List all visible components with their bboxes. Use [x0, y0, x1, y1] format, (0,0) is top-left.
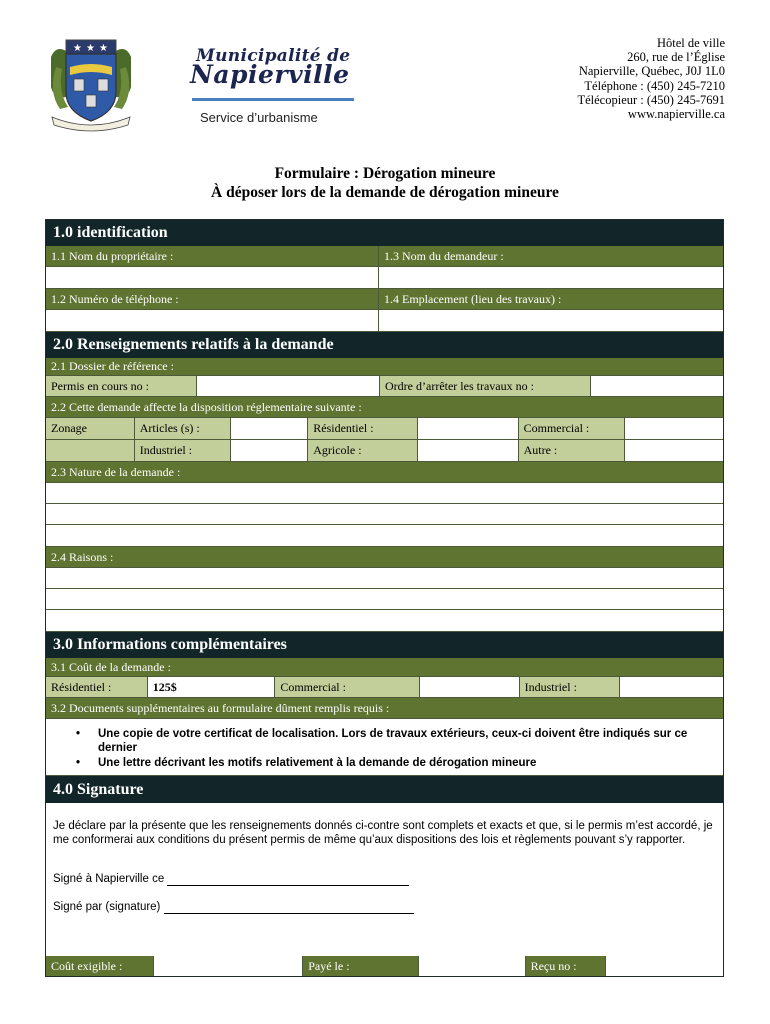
address-line: Napierville, Québec, J0J 1L0: [578, 64, 725, 79]
industrial-zone-field[interactable]: [231, 440, 308, 462]
required-document-text: Une copie de votre certificat de localisation. Lors de travaux extérieurs, ceux-ci doivent être indiqués sur ce dernier: [98, 728, 688, 754]
declaration-text: Je déclare par la présente que les renseignements donnés ci-contre sont complets et exacts et que, si le permis m’est accordé, je me conformerai aux conditions du présent permis de même qu’aux dispositions des lois et règlements pouvant s’y rapporter.: [53, 820, 713, 846]
location-field[interactable]: [379, 310, 723, 332]
address-line: Hôtel de ville: [656, 36, 725, 50]
svg-text:★: ★: [99, 43, 108, 54]
request-nature-line[interactable]: [46, 483, 723, 504]
municipality-title: Municipalité de: [196, 46, 351, 66]
service-name: Service d’urbanisme: [200, 110, 318, 125]
regulation-label: 2.2 Cette demande affecte la disposition réglementaire suivante :: [46, 397, 723, 418]
required-documents-label: 3.2 Documents supplémentaires au formulaire dûment remplis requis :: [46, 698, 723, 719]
signed-at-label: Signé à Napierville ce: [53, 873, 165, 885]
signed-by-line: [53, 900, 414, 914]
residential-zone-field[interactable]: [418, 418, 519, 440]
owner-name-field[interactable]: [46, 267, 379, 289]
reasons-line[interactable]: [46, 568, 723, 589]
receipt-number-field[interactable]: [606, 956, 723, 976]
municipality-name: Napierville: [190, 60, 350, 89]
commercial-cost-field[interactable]: [420, 677, 520, 698]
reasons-label: 2.4 Raisons :: [46, 547, 723, 568]
address-line: 260, rue de l’Église: [627, 50, 725, 65]
municipal-coat-of-arms-logo: [46, 37, 136, 135]
form-subtitle: À déposer lors de la demande de dérogation mineure: [211, 184, 559, 201]
articles-field[interactable]: [231, 418, 308, 440]
paid-on-field[interactable]: [419, 956, 526, 976]
svg-text:★: ★: [86, 43, 95, 54]
commercial-zone-label: Commercial :: [519, 418, 626, 440]
header-divider: [192, 98, 354, 101]
list-item: [76, 727, 723, 755]
residential-cost-value: 125$: [148, 677, 276, 698]
stop-work-order-field[interactable]: [591, 376, 723, 397]
address-line: Télécopieur : (450) 245-7691: [577, 92, 725, 107]
articles-label: Articles (s) :: [135, 418, 232, 440]
reasons-line[interactable]: [46, 610, 723, 632]
other-zone-label: Autre :: [519, 440, 626, 462]
form-title: Formulaire : Dérogation mineure: [274, 165, 496, 182]
signed-at-line: [53, 872, 409, 886]
agricultural-zone-field[interactable]: [418, 440, 519, 462]
paid-on-label: Payé le :: [303, 956, 419, 976]
stop-work-order-label: Ordre d’arrêter les travaux no :: [380, 376, 591, 397]
residential-zone-label: Résidentiel :: [308, 418, 418, 440]
applicant-name-field[interactable]: [379, 267, 723, 289]
reference-file-label: 2.1 Dossier de référence :: [46, 358, 723, 376]
request-cost-label: 3.1 Coût de la demande :: [46, 658, 723, 677]
declaration-block: [46, 803, 723, 956]
reasons-line[interactable]: [46, 589, 723, 610]
signed-by-label: Signé par (signature): [53, 901, 161, 913]
required-document-text: Une lettre décrivant les motifs relativement à la demande de dérogation mineure: [98, 757, 537, 769]
bullet-icon: •: [76, 757, 81, 769]
permit-number-field[interactable]: [197, 376, 380, 397]
phone-field[interactable]: [46, 310, 379, 332]
section-identification-heading: 1.0 identification: [46, 220, 723, 246]
section-additional-info-heading: 3.0 Informations complémentaires: [46, 632, 723, 658]
industrial-cost-label: Industriel :: [520, 677, 621, 698]
receipt-number-label: Reçu no :: [526, 956, 607, 976]
address-line: www.napierville.ca: [627, 107, 725, 122]
fee-field[interactable]: [154, 956, 304, 976]
bullet-icon: •: [76, 728, 81, 740]
fee-label: Coût exigible :: [46, 956, 154, 976]
address-block: [577, 36, 725, 121]
signature-field[interactable]: [164, 902, 414, 914]
owner-name-label: 1.1 Nom du propriétaire :: [46, 246, 379, 267]
required-documents-list: [46, 719, 723, 776]
other-zone-field[interactable]: [625, 440, 723, 462]
request-nature-label: 2.3 Nature de la demande :: [46, 462, 723, 483]
address-line: Téléphone : (450) 245-7210: [584, 78, 725, 93]
zoning-spacer: [46, 440, 135, 462]
applicant-name-label: 1.3 Nom du demandeur :: [379, 246, 723, 267]
permit-number-label: Permis en cours no :: [46, 376, 197, 397]
commercial-cost-label: Commercial :: [275, 677, 420, 698]
agricultural-zone-label: Agricole :: [308, 440, 418, 462]
zoning-label: Zonage: [46, 418, 135, 440]
request-nature-line[interactable]: [46, 525, 723, 547]
request-nature-line[interactable]: [46, 504, 723, 525]
signed-at-field[interactable]: [167, 874, 409, 886]
industrial-cost-field[interactable]: [620, 677, 723, 698]
derogation-form: [45, 219, 724, 977]
section-signature-heading: 4.0 Signature: [46, 776, 723, 803]
svg-text:★: ★: [73, 43, 82, 54]
list-item: [76, 756, 723, 770]
residential-cost-label: Résidentiel :: [46, 677, 148, 698]
commercial-zone-field[interactable]: [625, 418, 723, 440]
location-label: 1.4 Emplacement (lieu des travaux) :: [379, 289, 723, 310]
section-request-heading: 2.0 Renseignements relatifs à la demande: [46, 332, 723, 358]
industrial-zone-label: Industriel :: [135, 440, 232, 462]
phone-label: 1.2 Numéro de téléphone :: [46, 289, 379, 310]
